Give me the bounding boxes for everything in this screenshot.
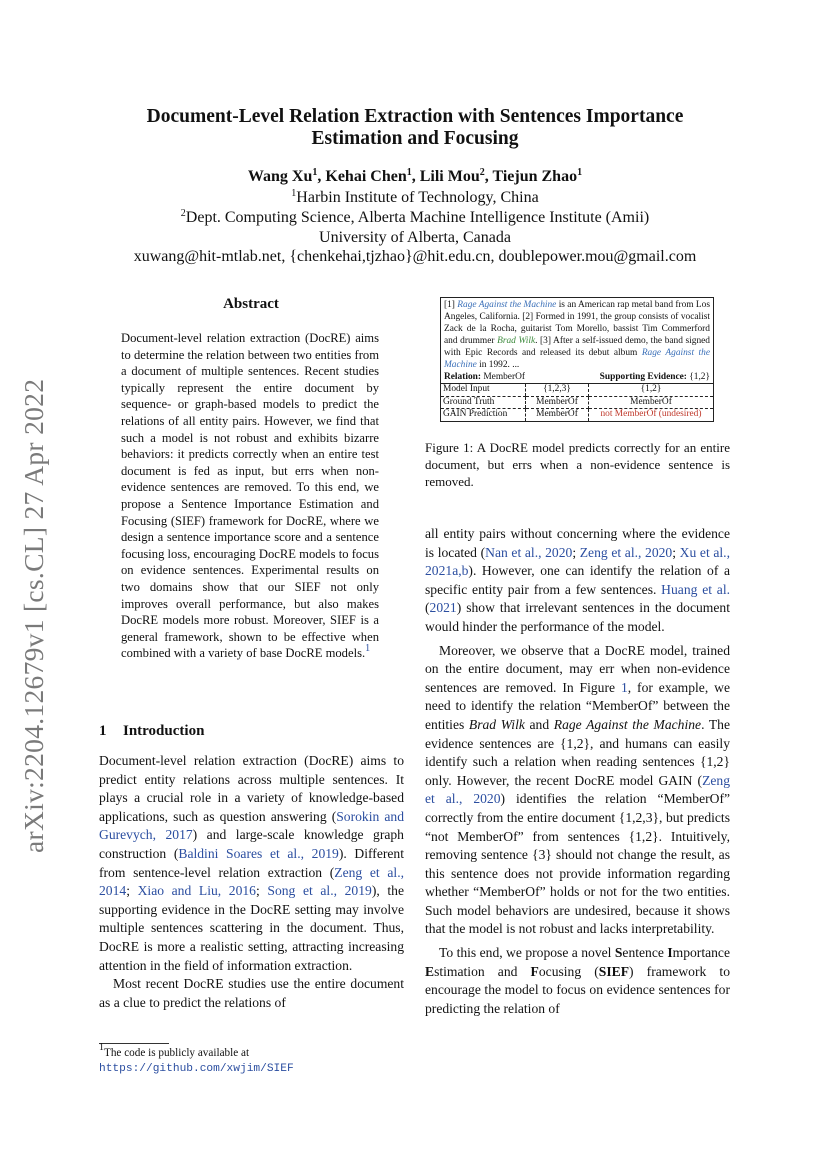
section-number: 1 <box>99 723 107 739</box>
intro-paragraph-1: Document-level relation extraction (DocRE) aims to predict entity relations across multiple sentences. It plays a crucial role in a variety of knowledge-based applications, such as question answering (Sorokin and Gurevych, 2017) and large-scale knowledge graph construction (Baldini Soares et al., 2019). Different from sentence-level relation extraction (Zeng et al., 2014; Xiao and Liu, 2016; Song et al., 2019), the supporting evidence in the DocRE setting may involve multiple sentences scattering in the document. Thus, DocRE is more a realistic setting, attracting increasing attention in the field of information extraction. <box>99 753 405 973</box>
table-row: GAIN Prediction MemberOf not MemberOf (undesired) <box>443 409 702 419</box>
affil-text: Harbin Institute of Technology, China <box>296 189 539 206</box>
affiliation-1 <box>80 188 750 208</box>
right-column-body <box>425 525 730 1018</box>
paragraph: Moreover, we observe that a DocRE model, trained on the entire document, may err when non-evidence sentences are removed. In Figure 1, for example, we need to identify the relation “MemberOf” between the entities Brad Wilk and Rage Against the Machine. The evidence sentences are {1,2}, and humans can easily identify such a relation when reading sentences {1,2} only. However, the recent DocRE model GAIN (Zeng et al., 2020) identifies the relation “MemberOf” correctly from the entire document {1,2,3}, but predicts “not MemberOf” from sentences {1,2}. Intuitively, removing sentence {3} should not change the result, as this sentence does not provide information regarding whether “MemberOf” holds or not for the two entities. Such model behaviors are undesired, because it shows that the model is not robust and lacks interpretability. <box>425 642 731 937</box>
paper-title <box>100 106 730 150</box>
left-column-body <box>99 752 404 1012</box>
citation-link[interactable]: Xiao and Liu, 2016 <box>137 883 256 899</box>
citation-link[interactable]: Xu et al., 2021a,b <box>425 544 730 579</box>
entity-rage-against-the-machine: Rage Against the Machine <box>444 348 710 370</box>
footnote-ref[interactable]: 1 <box>365 643 371 655</box>
citation-link[interactable]: Zeng et al., 2014 <box>99 864 404 899</box>
affil-mark: 1 <box>291 188 297 199</box>
affiliation-3: University of Alberta, Canada <box>319 229 511 246</box>
author-name: Tiejun Zhao <box>492 168 578 185</box>
figure-document-text: [1] Rage Against the Machine is an American rap metal band from Los Angeles, California. [2] Formed in 1991, the group consists of vocalist Zack de la Rocha, guitarist Tom Morello, bassist Tim Commerford and drummer Brad Wilk. [3] After a self-issued demo, the band signed with Epic Records and released its debut album Rage Against the Machine in 1992. ... <box>444 300 710 370</box>
figure-1-box <box>440 297 714 422</box>
author-affil-mark: 1 <box>406 167 412 178</box>
author-name: Lili Mou <box>419 168 480 185</box>
paragraph: all entity pairs without concerning where the evidence is located (Nan et al., 2020; Zeng et al., 2020; Xu et al., 2021a,b). However, one can identify the relation of a specific entity pair from a few sentences. Huang et al. (2021) show that irrelevant sentences in the document would hinder the performance of the model. <box>425 526 730 634</box>
affiliation-2 <box>80 208 750 228</box>
author-affil-mark: 1 <box>577 167 583 178</box>
citation-link[interactable]: Zeng et al., 2020 <box>579 544 673 560</box>
figure-relation-row: Relation: MemberOf Supporting Evidence: {1,2} <box>441 371 713 384</box>
citation-link[interactable]: Song et al., 2019 <box>267 883 372 899</box>
abstract-text: Document-level relation extraction (DocRE) aims to determine the relation between two entities from a document of multiple sentences. Recent studies typically represent the entire document by sequence- or graph-based models to predict the relations of all entity pairs. However, we find that such a model is not robust and exhibits bizarre behaviors: it predicts correctly when an entire test document is fed as input, but errs when non-evidence sentences are removed. To this end, we propose a Sentence Importance Estimation and Focusing (SIEF) framework for DocRE, where we design a sentence importance score and a sentence focusing loss, encouraging DocRE models to focus on evidence sentences. Experimental results on two domains show that our SIEF not only improves overall performance, but also makes DocRE models more robust. Moreover, SIEF is a general framework, shown to be effective when combined with a variety of base DocRE models. <box>121 331 379 661</box>
arxiv-identifier: arXiv:2204.12679v1 [cs.CL] 27 Apr 2022 <box>18 378 49 853</box>
affil-mark: 2 <box>180 208 186 219</box>
title-line-1: Document-Level Relation Extraction with Sentences Importance <box>146 106 684 127</box>
abstract-heading: Abstract <box>223 296 279 312</box>
citation-link[interactable]: Baldini Soares et al., 2019 <box>178 845 339 861</box>
intro-paragraph-2: Most recent DocRE studies use the entire document as a clue to predict the relations of <box>99 976 404 1010</box>
footnote-mark: 1 <box>99 1042 104 1053</box>
author-affil-mark: 1 <box>312 167 318 178</box>
figure-ref-link[interactable]: 1 <box>620 679 628 695</box>
code-url-link[interactable]: https://github.com/xwjim/SIEF <box>99 1063 294 1075</box>
citation-link[interactable]: Zeng et al., 2020 <box>425 772 730 807</box>
author-list: Wang Xu$^1$, Kehai Chen$^1$, Lili Mou$^2$, Tiejun Zhao$^1$ <box>247 167 583 185</box>
citation-link[interactable]: Sorokin and Gurevych, 2017 <box>99 808 405 843</box>
author-emails: xuwang@hit-mtlab.net, {chenkehai,tjzhao}@hit.edu.cn, doublepower.mou@gmail.com <box>133 248 697 265</box>
author-affil-mark: 2 <box>479 167 485 178</box>
section-heading-introduction <box>99 723 204 740</box>
footnote-divider <box>99 1043 169 1044</box>
footnote-text: The code is publicly available at <box>104 1047 250 1059</box>
affil-text: Dept. Computing Science, Alberta Machine Intelligence Institute (Amii) <box>185 209 650 226</box>
footnote <box>99 1042 409 1077</box>
paragraph: To this end, we propose a novel Sentence Importance Estimation and Focusing (SIEF) framework to encourage the model to focus on evidence sentences for predicting the relation of <box>425 945 730 1016</box>
entity-rage-against-the-machine: Rage Against the Machine <box>457 300 557 310</box>
title-line-2: Estimation and Focusing <box>311 128 519 149</box>
table-row: Ground Truth MemberOf MemberOf <box>441 396 713 409</box>
author-name: Kehai Chen <box>325 168 407 185</box>
figure-comparison-table <box>441 384 713 421</box>
citation-link[interactable]: 2021 <box>429 600 457 616</box>
abstract-body <box>121 330 379 662</box>
citation-link[interactable]: Huang et al. <box>661 581 730 597</box>
table-row: Model Input {1,2,3} {1,2} <box>441 384 713 396</box>
citation-link[interactable]: Nan et al., 2020 <box>485 544 573 560</box>
figure-1-caption: Figure 1: A DocRE model predicts correctly for an entire document, but errs when a non-evidence sentence is removed. <box>425 440 730 489</box>
author-name: Wang Xu <box>247 168 313 185</box>
entity-brad-wilk: Brad Wilk <box>497 336 536 346</box>
section-title: Introduction <box>123 723 205 739</box>
